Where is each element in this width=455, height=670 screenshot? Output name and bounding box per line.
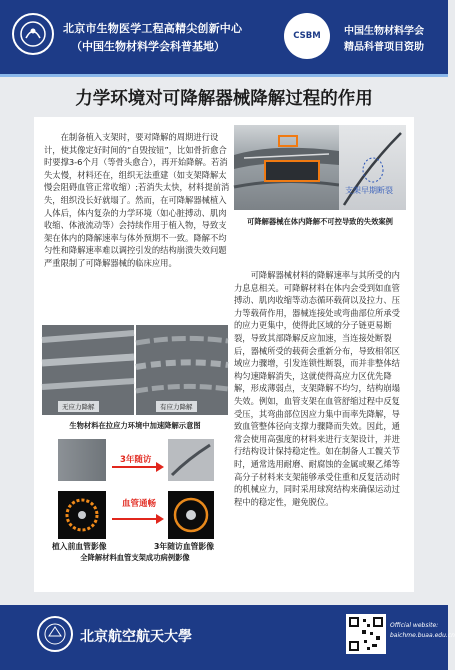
- org-name: 北京市生物医学工程高精尖创新中心: [63, 22, 243, 35]
- org-subname: （中国生物材料学会科普基地）: [71, 40, 225, 53]
- content-card: [34, 117, 414, 592]
- ultrasound-after: [168, 439, 214, 481]
- website-label: Official website:: [390, 622, 439, 629]
- figure-caption: 生物材料在拉应力环境中加速降解示意图: [69, 421, 201, 430]
- csbm-logo-icon: [284, 13, 330, 59]
- qr-code-icon[interactable]: [346, 614, 386, 654]
- society-name: 中国生物材料学会: [344, 26, 424, 37]
- ultrasound-before: [58, 439, 106, 481]
- funding-note: 精品科普项目资助: [344, 42, 424, 53]
- sem-image-stress: [136, 325, 228, 415]
- oct-before: [58, 491, 106, 539]
- clinical-case-figure: [42, 439, 228, 549]
- zoom-inset: [264, 160, 320, 182]
- arrow-right-icon: [110, 513, 166, 525]
- after-caption: 3年随访血管影像: [154, 542, 215, 551]
- sem-label-stress: 有应力降解: [156, 401, 197, 412]
- arrow-right-icon: [110, 461, 166, 473]
- followup-label: 3年随访: [120, 455, 152, 465]
- sem-label-no-stress: 无应力降解: [58, 401, 99, 412]
- figure-caption: 全降解材料血管支架成功病例影像: [80, 553, 190, 562]
- highlight-box: [278, 135, 298, 147]
- university-name: 北京航空航天大學: [80, 629, 192, 645]
- stent-photo: [234, 125, 339, 210]
- csbm-logo-text: CSBM: [293, 31, 321, 41]
- website-url[interactable]: baichme.buaa.edu.cn: [390, 632, 455, 639]
- page-title: 力学环境对可降解器械降解过程的作用: [75, 89, 373, 109]
- center-logo-icon: [12, 13, 54, 55]
- patency-label: 血管通畅: [122, 499, 157, 509]
- before-caption: 植入前血管影像: [52, 542, 107, 551]
- oct-after: [168, 491, 214, 539]
- university-seal-icon: [37, 616, 73, 652]
- sem-figure: [42, 325, 228, 415]
- paragraph-intro: 在制备植入支架时，要对降解的周期进行设计，使其像定好时间的“自毁按钮”，比如骨折愈合时要撑3-6个月（等骨头愈合），再开始降解。若消失太慢，材料还在，组织无法重建（如支架降解太慢会阻碍血管正常收缩）;若消失太快，材料提前消失，组织没长好就塌了。然而，在可降解器械植入人体后，体内复杂的力学环境（如心脏搏动、肌肉收缩、体液流动等）会持续作用于植入物，导致支架在体内的降解速率与体外预期不一致。降解不均匀性和降解速率难以调控引发的结构崩溃失效问题严重限制了可降解器械的临床应用。: [44, 132, 230, 268]
- fracture-label: 支架早期断裂: [345, 186, 393, 195]
- xray-image: [339, 125, 406, 210]
- failure-case-figure: [234, 125, 406, 239]
- sem-image-no-stress: [42, 325, 134, 415]
- figure-caption: 可降解器械在体内降解不可控导致的失效案例: [247, 217, 393, 226]
- paragraph-mechanism: 可降解器械材料的降解速率与其所受的内力息息相关。可降解材料在体内会受到如血管搏动、肌肉收缩等动态循环载荷以及拉力、压力等载荷作用，器械连接处或弯曲部位所承受的应力更集中，使得此区域的分子链更易断裂，导致其部降解反应加速，当连接处断裂后，器械所受的载荷会重新分布，导致相邻区域应力骤增，引发连锁性断裂，而并非整体结构匀速降解消失，这就使得高应力区优先降解，形成薄弱点，支架降解不均匀，结构崩塌失效。例如，血管支架在血管舒缩过程中反复受压，其弯曲部位因应力集中而率先降解，导致血管整体径向支撑力骤降而失效。因此，通常会使用高强度的材料来进行支架设计，并进行结构设计保持稳定性。如在制备人工髋关节时，通常选用耐磨、耐腐蚀的金属或聚乙烯等高分子材料来支架能够承受住重和反复活动时的机械应力，同时采用球窝结构来确保运动过程中的稳定性，避免脱位。: [234, 270, 400, 507]
